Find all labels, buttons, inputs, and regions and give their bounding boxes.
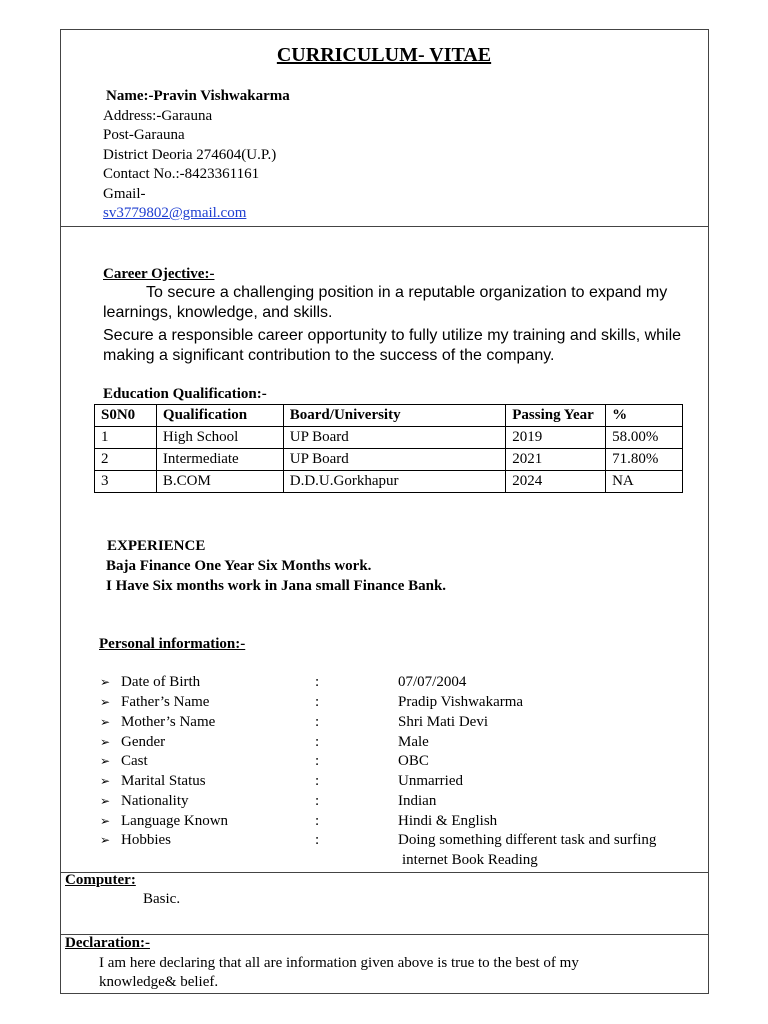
- separator: :: [315, 674, 320, 690]
- arrowhead-bullet-icon: ➢: [100, 774, 111, 788]
- field-value-continued: internet Book Reading: [402, 852, 538, 868]
- field-label: Date of Birth: [121, 674, 201, 690]
- contact-number: Contact No.:-8423361161: [103, 166, 260, 182]
- experience-line2: I Have Six months work in Jana small Finance Bank.: [106, 578, 447, 594]
- computer-value: Basic.: [143, 891, 181, 907]
- field-label: Mother’s Name: [121, 714, 216, 730]
- col-header-board: Board/University: [283, 405, 506, 427]
- arrowhead-bullet-icon: ➢: [100, 715, 111, 729]
- arrowhead-bullet-icon: ➢: [100, 794, 111, 808]
- cell-percent: 58.00%: [606, 427, 683, 449]
- field-value: Doing something different task and surfing: [398, 832, 657, 848]
- arrowhead-bullet-icon: ➢: [100, 754, 111, 768]
- field-label: Nationality: [121, 793, 189, 809]
- divider-computer: [60, 872, 708, 873]
- field-value: Unmarried: [398, 773, 463, 789]
- arrowhead-bullet-icon: ➢: [100, 695, 111, 709]
- col-header-qualification: Qualification: [156, 405, 283, 427]
- objective-para1-line1: To secure a challenging position in a reputable organization to expand my: [146, 284, 668, 301]
- cell-qualification: Intermediate: [156, 449, 283, 471]
- arrowhead-bullet-icon: ➢: [100, 833, 111, 847]
- computer-heading: Computer:: [65, 872, 136, 888]
- arrowhead-bullet-icon: ➢: [100, 675, 111, 689]
- objective-para1-line2: learnings, knowledge, and skills.: [103, 304, 333, 321]
- field-value: Hindi & English: [398, 813, 498, 829]
- education-heading: Education Qualification:-: [103, 386, 267, 402]
- cell-sno: 2: [95, 449, 157, 471]
- cell-sno: 3: [95, 471, 157, 493]
- field-value: Male: [398, 734, 429, 750]
- objective-heading: Career Ojective:-: [103, 266, 215, 282]
- separator: :: [315, 714, 320, 730]
- cell-board: D.D.U.Gorkhapur: [283, 471, 506, 493]
- col-header-passing-year: Passing Year: [506, 405, 606, 427]
- field-value: Pradip Vishwakarma: [398, 694, 524, 710]
- separator: :: [315, 832, 320, 848]
- page-title: CURRICULUM- VITAE: [276, 44, 492, 66]
- cell-board: UP Board: [283, 427, 506, 449]
- cell-percent: 71.80%: [606, 449, 683, 471]
- cell-qualification: B.COM: [156, 471, 283, 493]
- field-value: Indian: [398, 793, 437, 809]
- cell-board: UP Board: [283, 449, 506, 471]
- separator: :: [315, 793, 320, 809]
- divider-declaration: [60, 934, 708, 935]
- col-header-sno: S0N0: [95, 405, 157, 427]
- field-label: Father’s Name: [121, 694, 210, 710]
- address: Address:-Garauna: [103, 108, 213, 124]
- personal-heading: Personal information:-: [99, 636, 246, 652]
- table-header-row: [95, 405, 683, 427]
- cell-year: 2019: [506, 427, 606, 449]
- gmail-label: Gmail-: [103, 186, 146, 202]
- cell-year: 2024: [506, 471, 606, 493]
- divider-header: [60, 226, 708, 227]
- experience-line1: Baja Finance One Year Six Months work.: [106, 558, 372, 574]
- col-header-percent: %: [606, 405, 683, 427]
- objective-para2-line1: Secure a responsible career opportunity to fully utilize my training and skills, while: [103, 327, 682, 344]
- post: Post-Garauna: [103, 127, 185, 143]
- experience-heading: EXPERIENCE: [107, 538, 206, 554]
- declaration-line2: knowledge& belief.: [99, 974, 219, 990]
- separator: :: [315, 734, 320, 750]
- field-label: Language Known: [121, 813, 229, 829]
- district: District Deoria 274604(U.P.): [103, 147, 277, 163]
- separator: :: [315, 773, 320, 789]
- declaration-heading: Declaration:-: [65, 935, 150, 951]
- separator: :: [315, 753, 320, 769]
- table-row: [95, 427, 683, 449]
- candidate-name: Name:-Pravin Vishwakarma: [106, 88, 290, 104]
- field-value: OBC: [398, 753, 429, 769]
- arrowhead-bullet-icon: ➢: [100, 814, 111, 828]
- cell-sno: 1: [95, 427, 157, 449]
- separator: :: [315, 813, 320, 829]
- field-label: Hobbies: [121, 832, 171, 848]
- field-label: Cast: [121, 753, 148, 769]
- arrowhead-bullet-icon: ➢: [100, 735, 111, 749]
- table-row: [95, 471, 683, 493]
- field-value: Shri Mati Devi: [398, 714, 488, 730]
- separator: :: [315, 694, 320, 710]
- objective-para2-line2: making a significant contribution to the success of the company.: [103, 347, 555, 364]
- cell-year: 2021: [506, 449, 606, 471]
- education-table: [94, 404, 683, 493]
- field-value: 07/07/2004: [398, 674, 467, 690]
- cell-qualification: High School: [156, 427, 283, 449]
- cell-percent: NA: [606, 471, 683, 493]
- declaration-line1: I am here declaring that all are information given above is true to the best of my: [99, 955, 579, 971]
- table-row: [95, 449, 683, 471]
- field-label: Marital Status: [121, 773, 206, 789]
- field-label: Gender: [121, 734, 166, 750]
- email-link[interactable]: sv3779802@gmail.com: [103, 205, 247, 221]
